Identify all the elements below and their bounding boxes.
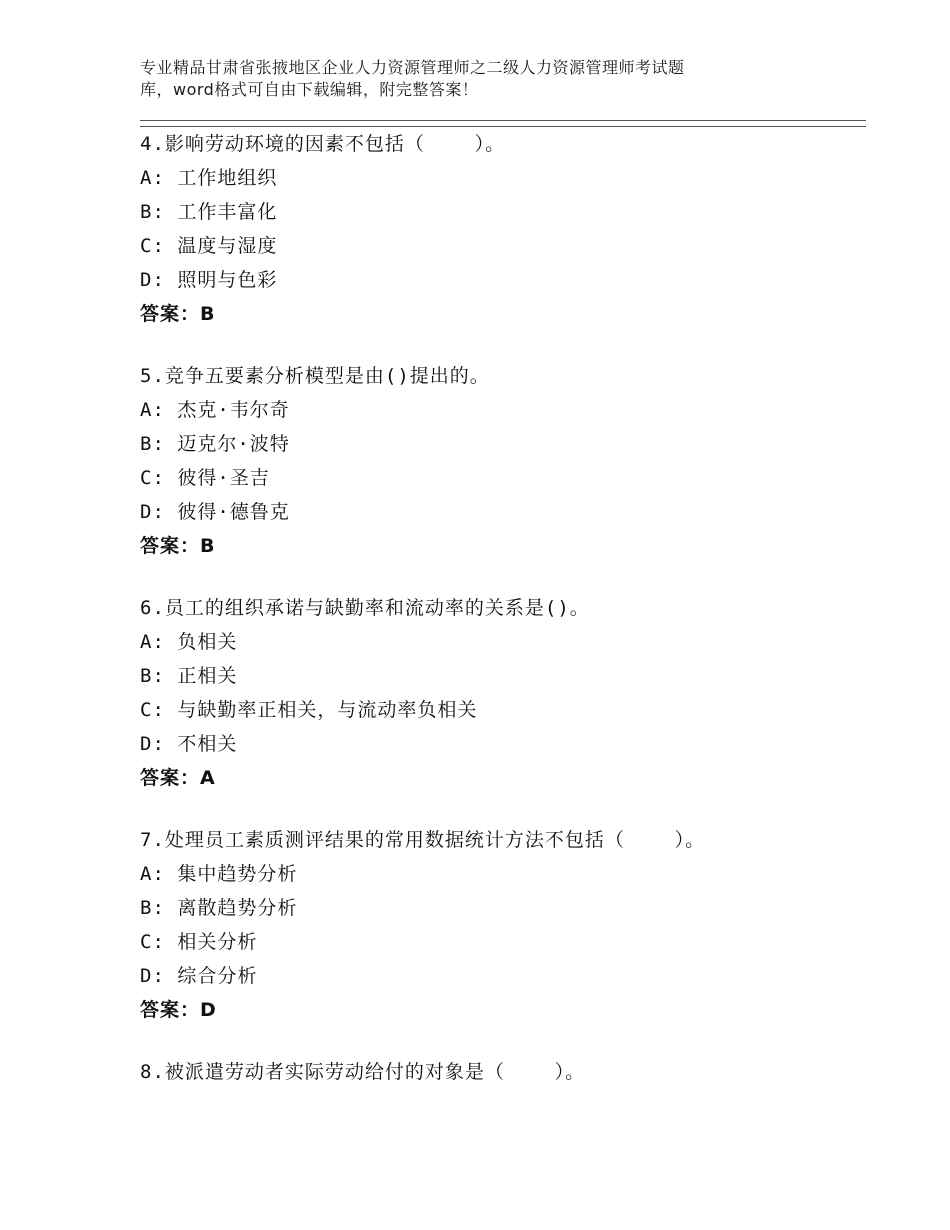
option-c: C: 温度与湿度 xyxy=(140,235,278,257)
document-header xyxy=(140,57,860,101)
option-b: B: 正相关 xyxy=(140,665,238,687)
question-stem: 5.竞争五要素分析模型是由()提出的。 xyxy=(140,365,490,387)
option-b: B: 离散趋势分析 xyxy=(140,897,298,919)
option-a: A: 杰克·韦尔奇 xyxy=(140,399,290,421)
option-b: B: 迈克尔·波特 xyxy=(140,433,290,455)
option-d: D: 不相关 xyxy=(140,733,238,755)
answer-line: 答案：D xyxy=(140,999,217,1021)
option-a: A: 集中趋势分析 xyxy=(140,863,298,885)
option-a: A: 负相关 xyxy=(140,631,238,653)
answer-line: 答案：B xyxy=(140,303,216,325)
question-stem: 6.员工的组织承诺与缺勤率和流动率的关系是()。 xyxy=(140,597,590,619)
option-c: C: 彼得·圣吉 xyxy=(140,467,270,489)
question-7 xyxy=(140,823,866,1027)
question-6 xyxy=(140,591,866,795)
answer-line: 答案：A xyxy=(140,767,216,789)
question-list xyxy=(140,127,866,1117)
header-divider xyxy=(140,120,866,127)
option-b: B: 工作丰富化 xyxy=(140,201,278,223)
option-d: D: 照明与色彩 xyxy=(140,269,278,291)
header-line-1: 专业精品甘肃省张掖地区企业人力资源管理师之二级人力资源管理师考试题 xyxy=(140,58,685,77)
header-line-2: 库，word格式可自由下载编辑，附完整答案！ xyxy=(140,80,479,99)
question-stem: 8.被派遣劳动者实际劳动给付的对象是（ ）。 xyxy=(140,1061,586,1083)
question-8 xyxy=(140,1055,866,1089)
option-d: D: 综合分析 xyxy=(140,965,258,987)
question-4 xyxy=(140,127,866,331)
option-c: C: 与缺勤率正相关，与流动率负相关 xyxy=(140,699,478,721)
option-c: C: 相关分析 xyxy=(140,931,258,953)
option-a: A: 工作地组织 xyxy=(140,167,278,189)
question-5 xyxy=(140,359,866,563)
question-stem: 4.影响劳动环境的因素不包括（ ）。 xyxy=(140,133,506,155)
answer-line: 答案：B xyxy=(140,535,216,557)
question-stem: 7.处理员工素质测评结果的常用数据统计方法不包括（ ）。 xyxy=(140,829,706,851)
option-d: D: 彼得·德鲁克 xyxy=(140,501,290,523)
